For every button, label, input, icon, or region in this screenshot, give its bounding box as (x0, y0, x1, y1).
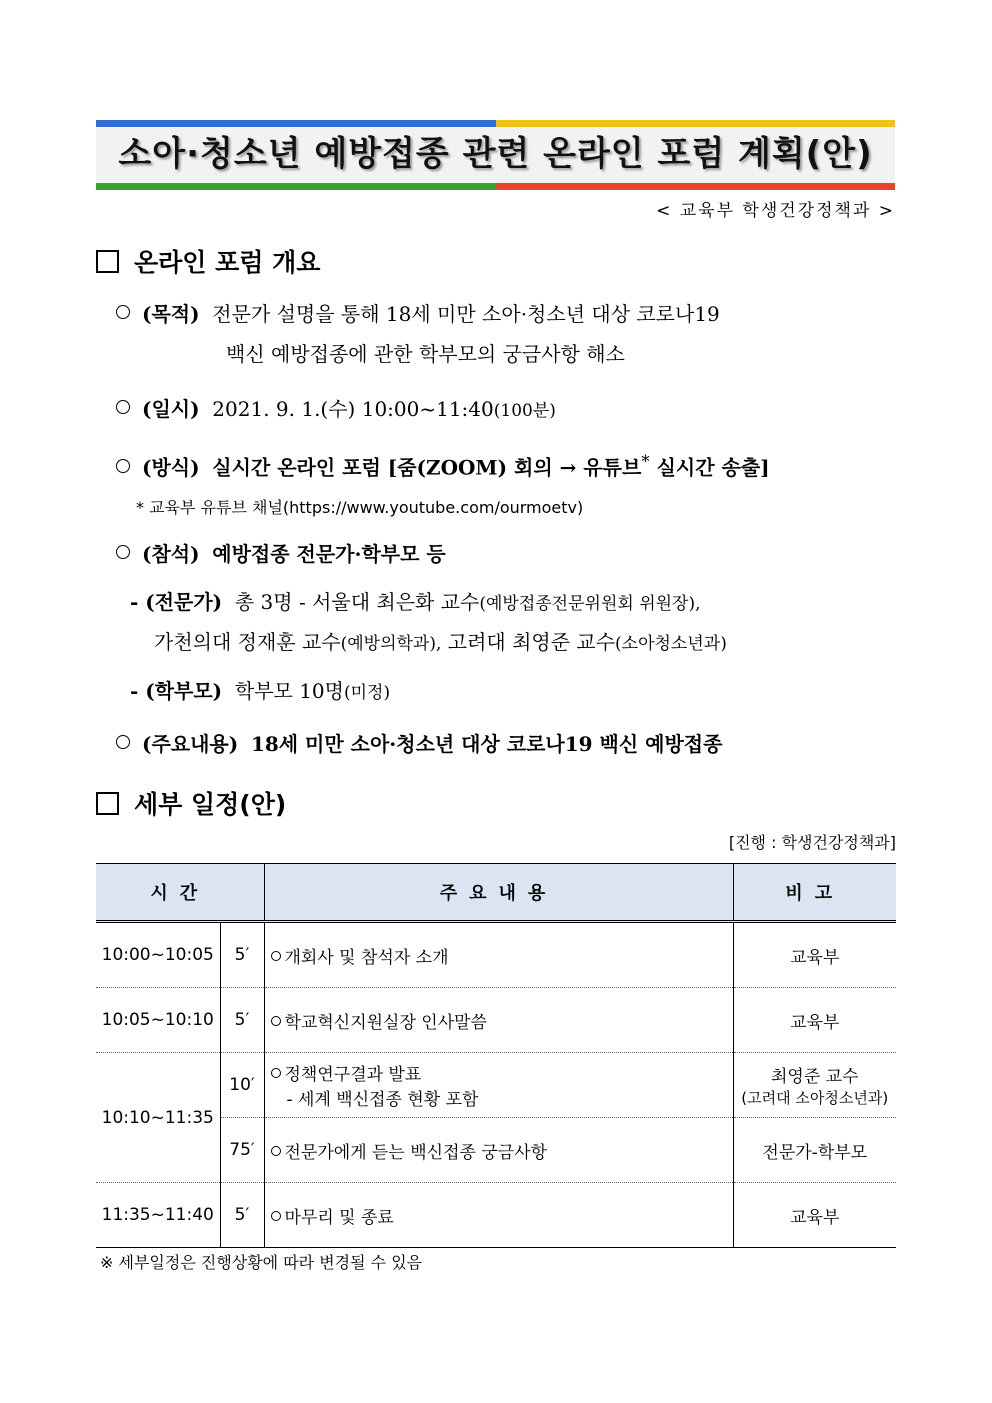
method-label: (방식) (142, 455, 200, 480)
row-duration: 10′ (220, 1053, 264, 1118)
row-duration: 75′ (220, 1118, 264, 1183)
row-note: 전문가-학부모 (733, 1118, 896, 1183)
bullet-circle-icon (116, 545, 130, 559)
participants-label: (참석) (142, 542, 200, 566)
experts-label: - (전문가) (130, 590, 223, 614)
row-content (264, 1183, 733, 1248)
row-duration: 5′ (220, 1183, 264, 1248)
content-label: (주요내용) (142, 732, 239, 756)
experts-line-1 (130, 588, 701, 618)
row-content (264, 988, 733, 1053)
row-time: 10:00~10:05 (96, 922, 220, 988)
parents-value: 학부모 10명 (234, 679, 344, 703)
section-heading-schedule (96, 785, 286, 821)
bullet-circle-icon (271, 1016, 281, 1026)
row-content-text: 개회사 및 참석자 소개 (284, 947, 449, 968)
row-note: 교육부 (733, 922, 896, 988)
bullet-circle-icon (116, 735, 130, 749)
experts-line-2 (154, 628, 727, 658)
row-duration: 5′ (220, 922, 264, 988)
purpose-line-1 (116, 300, 720, 328)
checkbox-square-icon (96, 250, 119, 273)
banner-bar-blue (96, 120, 496, 127)
content-line (116, 730, 722, 758)
experts-role-3: (소아청소년과) (615, 634, 727, 654)
row-note-main: 최영준 교수 (770, 1067, 859, 1087)
bullet-circle-icon (116, 305, 130, 319)
row-time: 10:05~10:10 (96, 988, 220, 1053)
section-title: 온라인 포럼 개요 (134, 248, 321, 277)
bullet-circle-icon (271, 951, 281, 961)
date-line (116, 395, 556, 425)
table-row (96, 988, 896, 1053)
document-title: 소아·청소년 예방접종 관련 온라인 포럼 계획(안) (118, 134, 873, 174)
parents-label: - (학부모) (130, 679, 223, 703)
experts-role-1: (예방접종전문위원회 위원장), (479, 594, 701, 614)
row-content-text: 전문가에게 듣는 백신접종 궁금사항 (284, 1142, 548, 1163)
bullet-circle-icon (116, 459, 130, 473)
row-duration: 5′ (220, 988, 264, 1053)
method-footnote-mark: * (641, 452, 650, 471)
table-row (96, 922, 896, 988)
row-time: 11:35~11:40 (96, 1183, 220, 1248)
row-time: 10:10~11:35 (96, 1053, 220, 1183)
participants-line (116, 540, 446, 568)
row-content-text: 정책연구결과 발표 (284, 1065, 422, 1085)
row-note: 교육부 (733, 988, 896, 1053)
title-banner (96, 120, 895, 190)
experts-text-2: 가천의대 정재훈 교수 (154, 630, 341, 654)
experts-role-2: (예방의학과), (340, 634, 442, 654)
banner-bar-red (496, 183, 895, 190)
schedule-table (96, 863, 896, 1248)
row-content-text: 학교혁신지원실장 인사말씀 (284, 1012, 487, 1033)
date-value: 2021. 9. 1.(수) 10:00~11:40 (212, 397, 494, 421)
youtube-channel-note: * 교육부 유튜브 채널(https://www.youtube.com/ourmoetv) (136, 498, 584, 517)
parents-line (130, 677, 390, 707)
checkbox-square-icon (96, 792, 119, 815)
table-organizer-label: [진행 : 학생건강정책과] (728, 833, 896, 852)
schedule-footnote: ※ 세부일정은 진행상황에 따라 변경될 수 있음 (100, 1253, 423, 1272)
row-content (264, 922, 733, 988)
purpose-line-2: 백신 예방접종에 관한 학부모의 궁금사항 해소 (226, 342, 625, 366)
row-content-text: 마무리 및 종료 (284, 1207, 394, 1228)
method-tail: 실시간 송출] (649, 455, 770, 480)
experts-text-1: 총 3명 - 서울대 최은화 교수 (234, 590, 480, 614)
section-heading-overview (96, 243, 320, 279)
row-content (264, 1053, 733, 1118)
row-note: 교육부 (733, 1183, 896, 1248)
banner-bar-green (96, 183, 496, 190)
bullet-circle-icon (271, 1211, 281, 1221)
row-content (264, 1118, 733, 1183)
bullet-circle-icon (271, 1146, 281, 1156)
department-label: < 교육부 학생건강정책과 > (656, 201, 895, 221)
parents-note: (미정) (343, 683, 391, 703)
bullet-circle-icon (116, 400, 130, 414)
header-time: 시간 (96, 864, 264, 922)
table-row (96, 1053, 896, 1118)
experts-text-3: 고려대 최영준 교수 (441, 630, 616, 654)
date-duration: (100분) (493, 401, 556, 421)
method-line (116, 448, 770, 482)
row-note (733, 1053, 896, 1118)
row-content-subtext: - 세계 백신접종 현황 포함 (286, 1090, 479, 1110)
row-note-sub: (고려대 소아청소년과) (741, 1089, 889, 1107)
participants-value: 예방접종 전문가·학부모 등 (212, 542, 446, 566)
purpose-label: (목적) (142, 302, 200, 326)
method-value: 실시간 온라인 포럼 [줌(ZOOM) 회의 → 유튜브 (212, 455, 642, 480)
content-value: 18세 미만 소아·청소년 대상 코로나19 백신 예방접종 (250, 732, 723, 756)
table-header-row (96, 864, 896, 922)
table-row (96, 1183, 896, 1248)
header-note: 비고 (733, 864, 896, 922)
section-title: 세부 일정(안) (134, 790, 287, 819)
date-label: (일시) (142, 397, 200, 421)
banner-bar-yellow (496, 120, 895, 127)
bullet-circle-icon (271, 1068, 281, 1078)
purpose-text-1: 전문가 설명을 통해 18세 미만 소아·청소년 대상 코로나19 (212, 302, 720, 326)
header-content: 주요내용 (264, 864, 733, 922)
